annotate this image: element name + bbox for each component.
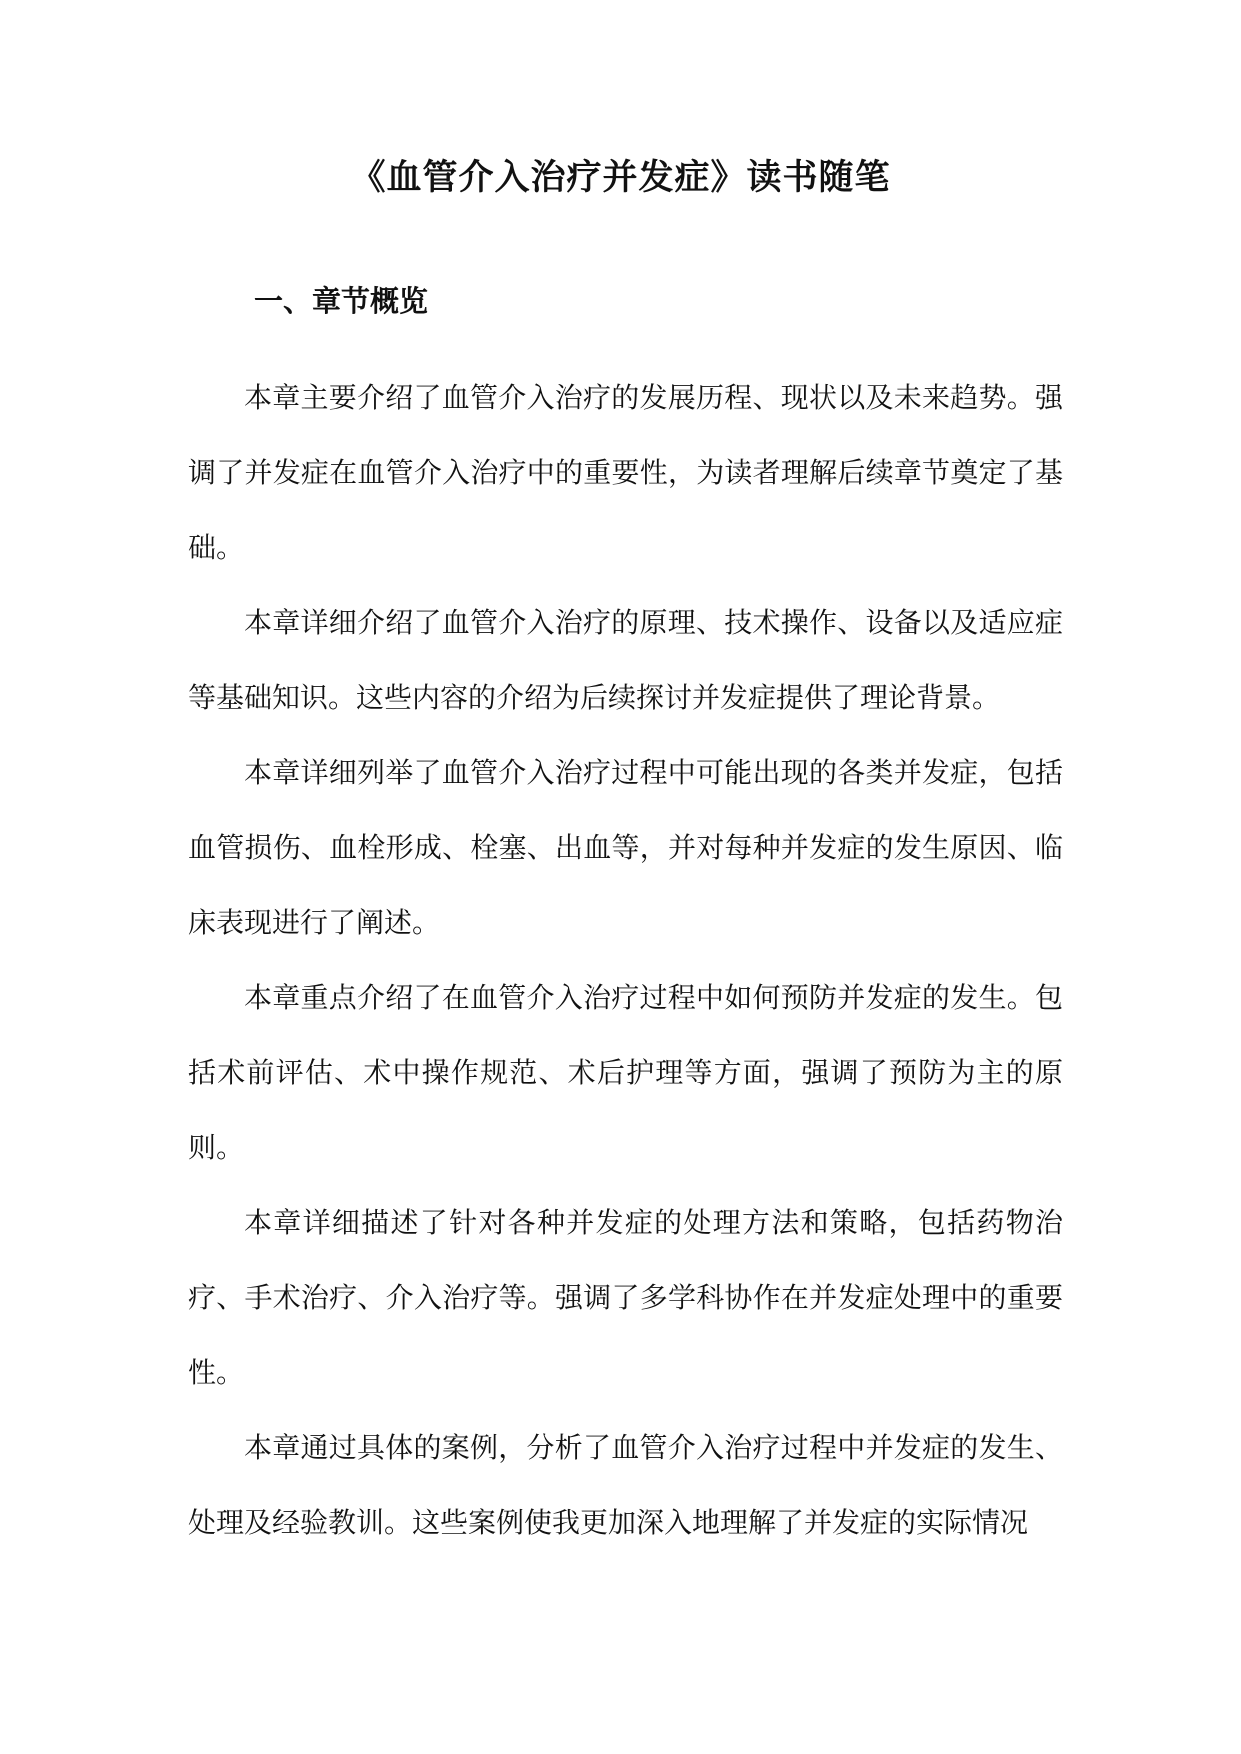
paragraph: 本章详细描述了针对各种并发症的处理方法和策略，包括药物治疗、手术治疗、介入治疗等。强调了多学科协作在并发症处理中的重要性。	[188, 1206, 1063, 1389]
document-title: 《血管介入治疗并发症》读书随笔	[350, 158, 891, 198]
paragraph: 本章详细列举了血管介入治疗过程中可能出现的各类并发症，包括血管损伤、血栓形成、栓塞、出血等，并对每种并发症的发生原因、临床表现进行了阐述。	[188, 756, 1063, 939]
section-heading: 一、章节概览	[254, 284, 429, 318]
paragraph: 本章详细介绍了血管介入治疗的原理、技术操作、设备以及适应症等基础知识。这些内容的介绍为后续探讨并发症提供了理论背景。	[188, 606, 1063, 714]
paragraph: 本章主要介绍了血管介入治疗的发展历程、现状以及未来趋势。强调了并发症在血管介入治疗中的重要性，为读者理解后续章节奠定了基础。	[188, 381, 1063, 564]
paragraph: 本章通过具体的案例，分析了血管介入治疗过程中并发症的发生、处理及经验教训。这些案例使我更加深入地理解了并发症的实际情况	[188, 1431, 1063, 1539]
paragraph: 本章重点介绍了在血管介入治疗过程中如何预防并发症的发生。包括术前评估、术中操作规范、术后护理等方面，强调了预防为主的原则。	[188, 981, 1063, 1164]
document-body	[188, 360, 1063, 1560]
